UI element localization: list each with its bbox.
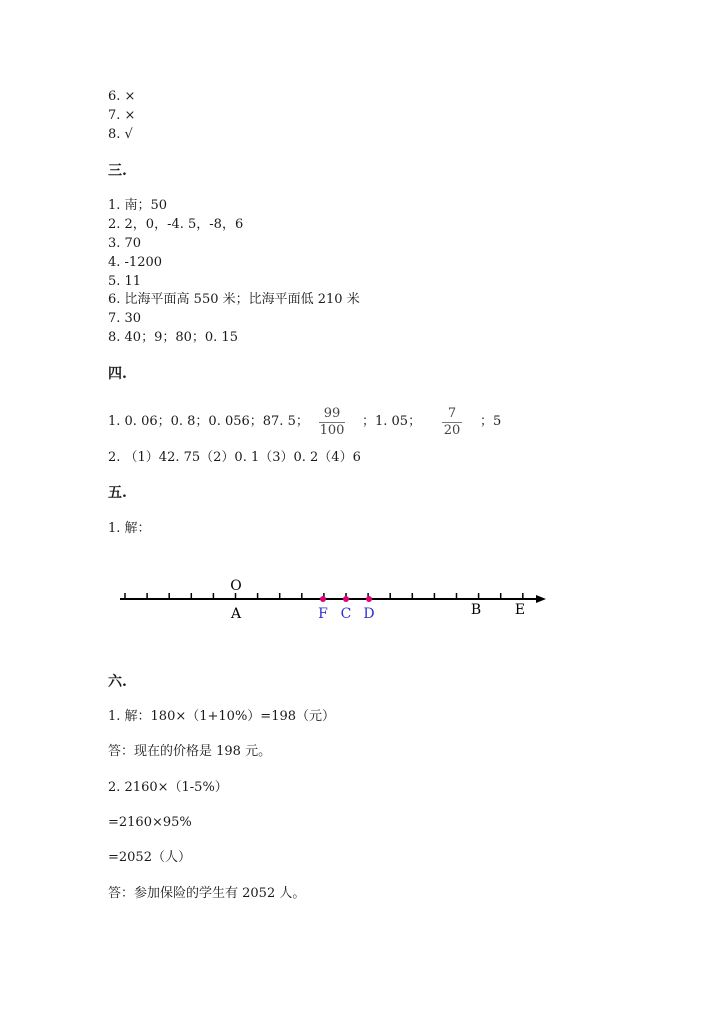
fraction-denominator: 100 xyxy=(319,423,345,438)
fraction-numerator: 7 xyxy=(447,406,457,421)
answer-line: 5. 11 xyxy=(108,274,142,289)
answer-line: 4. -1200 xyxy=(108,255,163,270)
label-B: B xyxy=(470,602,482,618)
label-F: F xyxy=(318,606,328,622)
answer-line: 2. （1）42. 75（2）0. 1（3）0. 2（4）6 xyxy=(108,450,361,465)
label-E: E xyxy=(514,602,526,618)
point-C-marker xyxy=(343,596,349,602)
point-D-marker xyxy=(366,596,372,602)
answer-line: 3. 70 xyxy=(108,236,142,251)
answer-line: 2. 2160×（1-5%） xyxy=(108,780,228,795)
number-line-arrowhead xyxy=(536,595,546,603)
answer-line: 8. √ xyxy=(108,127,133,142)
answer-line: 6. × xyxy=(108,89,136,104)
label-D: D xyxy=(363,606,375,622)
answer-q1-suffix: ；5 xyxy=(480,414,502,429)
answer-line: 7. 30 xyxy=(108,311,142,326)
answer-line: 2. 2，0，-4. 5，-8，6 xyxy=(108,217,244,232)
answer-line: 1. 南；50 xyxy=(108,198,168,213)
answer-line: 答：现在的价格是 198 元。 xyxy=(108,744,272,759)
fraction-denominator: 20 xyxy=(443,423,461,438)
answer-line: =2160×95% xyxy=(108,815,192,830)
answer-q1-mid: ；1. 05； xyxy=(362,414,422,429)
answer-line: 1. 解：180×（1+10%）=198（元） xyxy=(108,709,336,724)
section-heading-5: 五. xyxy=(108,485,127,501)
label-A: A xyxy=(230,606,242,622)
answer-line: 6. 比海平面高 550 米；比海平面低 210 米 xyxy=(108,292,360,307)
section-heading-4: 四. xyxy=(108,366,127,382)
answer-line: =2052（人） xyxy=(108,850,191,865)
answer-line: 7. × xyxy=(108,108,136,123)
section-heading-6: 六. xyxy=(108,674,127,690)
answer-line: 8. 40；9；80；0. 15 xyxy=(108,330,238,345)
section-heading-3: 三. xyxy=(108,163,127,179)
answer-line: 答：参加保险的学生有 2052 人。 xyxy=(108,886,306,901)
fraction-numerator: 99 xyxy=(323,406,341,421)
answer-q1-prefix: 1. 0. 06；0. 8；0. 056；87. 5； xyxy=(108,414,309,429)
label-C: C xyxy=(340,606,352,622)
point-F-marker xyxy=(320,596,326,602)
label-O: O xyxy=(230,578,242,594)
answer-line: 1. 解： xyxy=(108,521,151,536)
